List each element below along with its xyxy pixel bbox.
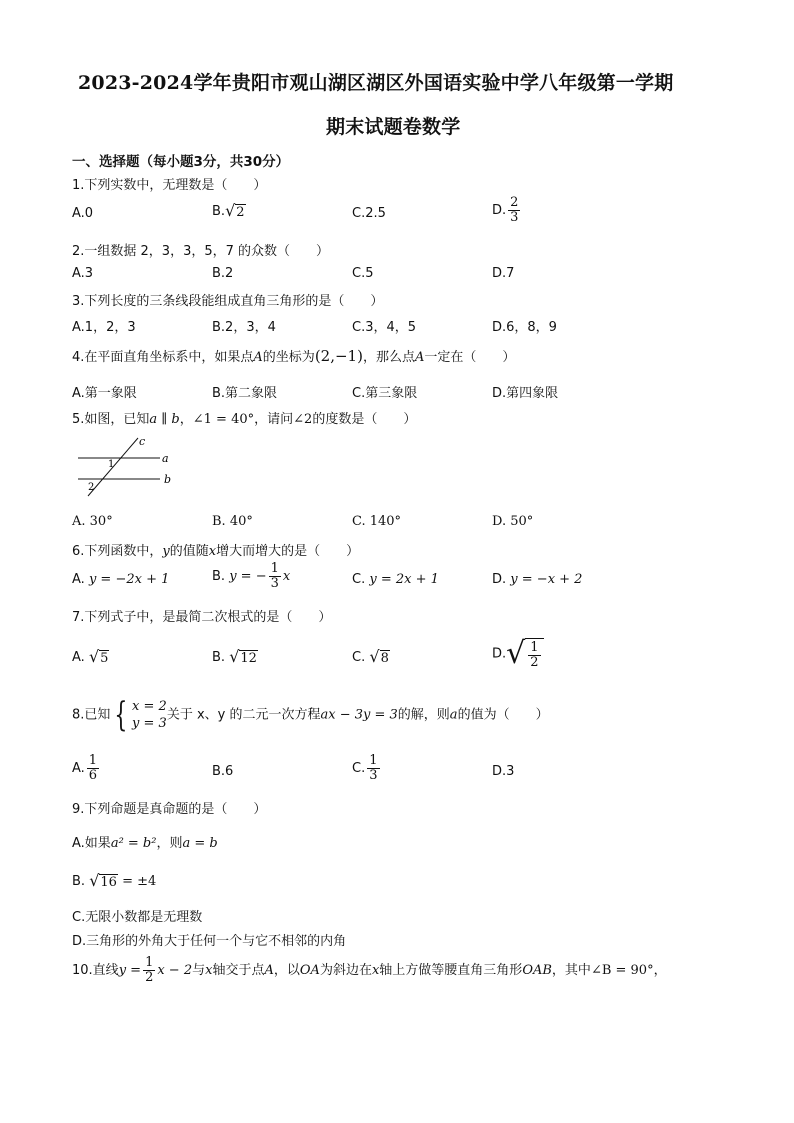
q3-option-b: B.2，3，4 — [212, 320, 276, 335]
sqrt-symbol: √ 12 — [229, 647, 257, 666]
fraction: $\frac{2}{3}$ — [510, 195, 519, 225]
q2-option-a: A.3 — [72, 266, 94, 281]
q8-option-c: C. $\frac{1}{3}$ — [352, 753, 378, 783]
label-b: b — [164, 473, 172, 486]
label-a: a — [162, 452, 169, 465]
question-3-stem: 3.下列长度的三条线段能组成直角三角形的是（ ） — [72, 294, 384, 309]
q1-option-b: B. √ 2 — [212, 201, 245, 220]
page-title-line2: 期末试题卷数学 — [326, 116, 461, 138]
sqrt-symbol: √ 2 — [225, 201, 245, 220]
q3-option-d: D.6，8，9 — [492, 320, 557, 335]
question-5-stem: 5.如图，已知a ∥ b，∠1 = 40°，请问∠2的度数是（ ） — [72, 412, 417, 427]
section-heading-choice: 一、选择题（每小题3分，共30分） — [72, 154, 290, 170]
q1-option-a: A.0 — [72, 206, 94, 221]
question-6-stem: 6.下列函数中，y的值随x增大而增大的是（ ） — [72, 544, 360, 559]
question-7-stem: 7.下列式子中，是最简二次根式的是（ ） — [72, 610, 332, 625]
fraction: $\frac{1}{2}$ — [530, 640, 539, 670]
q9-option-d: D.三角形的外角大于任何一个与它不相邻的内角 — [72, 934, 347, 949]
q5-option-b: B. 40° — [212, 514, 253, 529]
q7-option-c: C. √ 8 — [352, 647, 389, 666]
fraction: $\frac{1}{2}$ — [145, 955, 154, 985]
label-angle-2: 2 — [88, 482, 95, 493]
q2-option-b: B.2 — [212, 266, 234, 281]
question-10-stem: 10.直线y = $\frac{1}{2}$ x − 2与x轴交于点A，以OA为斜边在x轴上方做等腰直角三角形OAB，其中∠B = 90°， — [72, 955, 667, 985]
q7-option-a: A. √ 5 — [72, 647, 109, 666]
q8-option-a: A. $\frac{1}{6}$ — [72, 753, 98, 783]
question-1-stem: 1.下列实数中，无理数是（ ） — [72, 178, 267, 193]
q3-option-c: C.3，4，5 — [352, 320, 417, 335]
q1-option-c: C.2.5 — [352, 206, 386, 221]
q5-option-a: A. 30° — [72, 514, 113, 529]
question-9-stem: 9.下列命题是真命题的是（ ） — [72, 802, 267, 817]
q2-option-c: C.5 — [352, 266, 374, 281]
sqrt-symbol: √ 8 — [369, 647, 389, 666]
label-angle-1: 1 — [108, 459, 115, 470]
q4-option-a: A.第一象限 — [72, 386, 137, 401]
fraction: $\frac{1}{6}$ — [88, 753, 98, 783]
q9-option-a: A.如果a² = b²，则a = b — [72, 836, 218, 851]
q9-option-c: C.无限小数都是无理数 — [72, 910, 203, 925]
q3-option-a: A.1，2，3 — [72, 320, 136, 335]
page-title-line1: 2023-2024学年贵阳市观山湖区湖区外国语实验中学八年级第一学期 — [78, 72, 674, 94]
q5-option-d: D. 50° — [492, 514, 534, 529]
sqrt-symbol: √ 16 — [89, 871, 117, 890]
question-4-stem: 4.在平面直角坐标系中，如果点A的坐标为(2,−1)，那么点A一定在（ ） — [72, 347, 516, 365]
label-c: c — [139, 435, 146, 448]
sqrt-symbol: √ 5 — [88, 647, 109, 666]
q4-option-d: D.第四象限 — [492, 386, 559, 401]
question-2-stem: 2.一组数据 2，3，3，5，7 的众数（ ） — [72, 244, 330, 259]
q1-option-d: D. $\frac{2}{3}$ — [492, 195, 519, 225]
q6-option-c: C. y = 2x + 1 — [352, 572, 439, 587]
equation-system: { x = 2 y = 3 — [114, 695, 167, 735]
q9-option-b: B. √ 16 = ±4 — [72, 871, 157, 890]
q2-option-d: D.7 — [492, 266, 515, 281]
q4-option-c: C.第三象限 — [352, 386, 418, 401]
question-8-stem: 8.已知 { x = 2 y = 3 关于 x、y 的二元一次方程ax − 3y = 3的解，则a的值为（ ） — [72, 695, 549, 735]
sqrt-symbol: √ $\frac{1}{2}$ — [506, 636, 543, 672]
q6-option-d: D. y = −x + 2 — [492, 572, 583, 587]
parallel-lines-figure — [74, 434, 184, 500]
q8-option-b: B.6 — [212, 764, 234, 779]
q7-option-b: B. √ 12 — [212, 647, 257, 666]
q5-option-c: C. 140° — [352, 514, 402, 529]
q6-option-b: B. y = − $\frac{1}{3}$ x — [212, 561, 291, 591]
fraction: $\frac{1}{3}$ — [369, 753, 378, 783]
q7-option-d: D. √ $\frac{1}{2}$ — [492, 636, 544, 672]
q6-option-a: A. y = −2x + 1 — [72, 572, 170, 587]
q4-option-b: B.第二象限 — [212, 386, 278, 401]
q8-option-d: D.3 — [492, 764, 515, 779]
fraction: $\frac{1}{3}$ — [270, 561, 279, 591]
